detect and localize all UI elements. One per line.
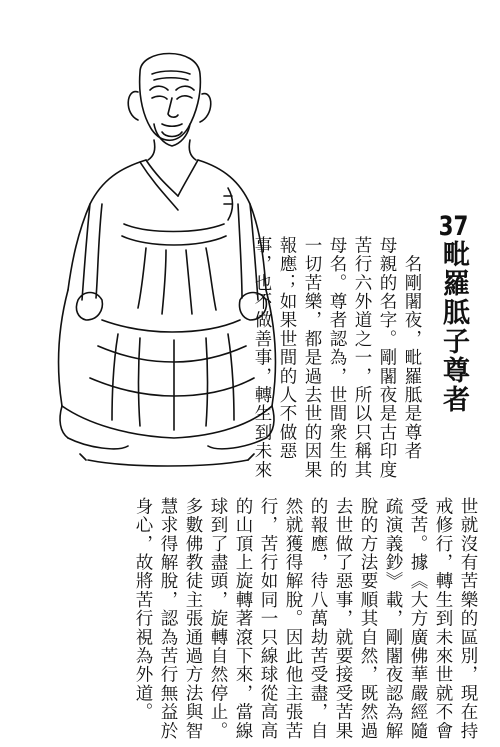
text-column: 的報應，待八萬劫苦受盡，自 xyxy=(308,497,328,741)
chapter-name: 毗羅胝子尊者 xyxy=(438,240,469,414)
text-column: 一切苦樂，都是過去世的因果 xyxy=(302,236,322,480)
text-column: 去世做了惡事，就要接受苦果 xyxy=(333,497,353,741)
body-text-upper xyxy=(249,236,424,480)
text-column: 苦行六外道之一，所以只稱其 xyxy=(352,236,372,480)
text-column: 母親的名字。剛闍夜是古印度 xyxy=(377,236,397,480)
text-column: 多數佛教徒主張通過方法與智 xyxy=(183,497,203,741)
text-column: 脫的方法要順其自然，既然過 xyxy=(358,497,378,741)
text-column: 受苦。據《大方廣佛華嚴經隨 xyxy=(408,497,428,741)
body-text-lower xyxy=(130,497,480,741)
text-column: 行，苦行如同一只線球從高高 xyxy=(258,497,278,741)
text-column: 球到了盡頭，旋轉自然停止。 xyxy=(208,497,228,741)
text-column: 慧求得解脫，認為苦行無益於 xyxy=(158,497,178,741)
text-column: 母名。尊者認為，世間衆生的 xyxy=(327,236,347,480)
text-column: 的山頂上旋轉著滾下來，當線 xyxy=(233,497,253,741)
text-column: 戒修行，轉生到未來世就不會 xyxy=(433,497,453,741)
text-column: 世就沒有苦樂的區別，現在持 xyxy=(458,497,478,741)
text-column: 身心，故將苦行視為外道。 xyxy=(133,497,153,722)
chapter-title xyxy=(432,213,474,414)
text-column: 報應；如果世間的人不做惡 xyxy=(277,236,297,461)
chapter-number: 37 xyxy=(438,213,469,240)
text-column: 然就獲得解脫。因此他主張苦 xyxy=(283,497,303,741)
text-column: 疏演義鈔》載，剛闍夜認為解 xyxy=(383,497,403,741)
text-column: 名剛闍夜，毗羅胝是尊者 xyxy=(402,236,422,461)
text-column: 事，也不做善事，轉生到未來 xyxy=(252,236,272,480)
